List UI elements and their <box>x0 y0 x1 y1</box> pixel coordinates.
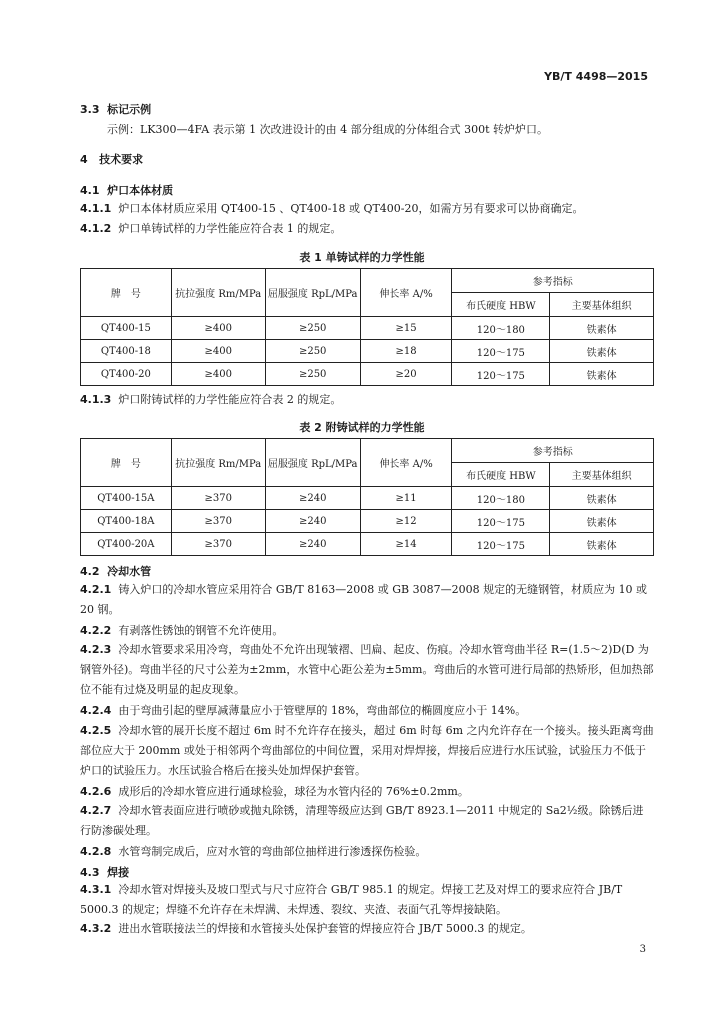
clause-4-2-6 <box>80 782 469 802</box>
cell-matrix: 铁素体 <box>550 340 654 363</box>
section-title: 标记示例 <box>107 103 152 116</box>
clause-text: 炉口本体材质应采用 QT400-15 、QT400-18 或 QT400-20，如需方另有要求可以协商确定。 <box>118 202 584 215</box>
clause-text: 由于弯曲引起的壁厚减薄量应小于管壁厚的 18%，弯曲部位的椭圆度应小于 14%。 <box>118 704 527 717</box>
clause-text: 成形后的冷却水管应进行通球检验，球径为水管内径的 76%±0.2mm。 <box>118 785 469 798</box>
header-matrix: 主要基体组织 <box>550 463 654 487</box>
cell-grade: QT400-15 <box>81 317 172 340</box>
section-4-1-heading <box>80 182 173 198</box>
table-row <box>81 340 654 363</box>
cell-yield: ≥250 <box>265 317 360 340</box>
clause-text: 铸入炉口的冷却水管应采用符合 GB/T 8163—2008 或 GB 3087—2008 规定的无缝钢管，材质应为 10 或 20 钢。 <box>80 583 648 616</box>
clause-text: 有剥落性锈蚀的钢管不允许使用。 <box>118 624 284 637</box>
clause-text: 冷却水管对焊接头及坡口型式与尺寸应符合 GB/T 985.1 的规定。焊接工艺及对焊工的要求应符合 JB/T 5000.3 的规定；焊缝不允许存在未焊满、未焊透、裂纹、夹渣、表面气孔等焊接缺陷。 <box>80 883 623 916</box>
table-2 <box>80 438 654 556</box>
cell-elongation: ≥18 <box>360 340 452 363</box>
clause-4-2-5 <box>80 721 654 781</box>
table-1 <box>80 268 654 386</box>
clause-text: 冷却水管表面应进行喷砂或抛丸除锈，清理等级应达到 GB/T 8923.1—2011 中规定的 Sa2½级。除锈后进行防渗碳处理。 <box>80 804 644 837</box>
header-yield: 屈服强度 RpL/MPa <box>265 269 360 317</box>
cell-grade: QT400-20 <box>81 363 172 386</box>
cell-elongation: ≥11 <box>360 487 452 510</box>
section-title: 技术要求 <box>99 153 144 166</box>
table-row <box>81 363 654 386</box>
header-reference: 参考指标 <box>452 439 654 463</box>
cell-yield: ≥240 <box>265 533 360 556</box>
section-number: 4 <box>80 153 88 166</box>
section-title: 焊接 <box>107 866 130 879</box>
clause-text: 炉口附铸试样的力学性能应符合表 2 的规定。 <box>118 393 342 406</box>
cell-matrix: 铁素体 <box>550 317 654 340</box>
table-row <box>81 533 654 556</box>
table-2-caption: 表 2 附铸试样的力学性能 <box>299 421 425 434</box>
cell-yield: ≥240 <box>265 510 360 533</box>
clause-4-2-1 <box>80 580 654 620</box>
clause-text: 冷却水管的展开长度不超过 6m 时不允许存在接头，超过 6m 时每 6m 之内允许存在一个接头。接头距离弯曲部位应大于 200mm 或处于相邻两个弯曲部位的中间位置，采用对焊焊接，焊接后应进行水压试验，试验压力不低于炉口的试验压力。水压试验合格后在接头处加焊保护套管。 <box>80 724 654 777</box>
header-elongation: 伸长率 A/% <box>360 269 452 317</box>
clause-number: 4.2.7 <box>80 804 112 817</box>
cell-elongation: ≥20 <box>360 363 452 386</box>
example-text: 示例：LK300—4FA 表示第 1 次改进设计的由 4 部分组成的分体组合式 300t 转炉炉口。 <box>107 123 549 136</box>
header-reference: 参考指标 <box>452 269 654 293</box>
cell-tensile: ≥370 <box>171 510 265 533</box>
cell-matrix: 铁素体 <box>550 487 654 510</box>
header-hardness: 布氏硬度 HBW <box>452 293 550 317</box>
clause-4-2-3 <box>80 640 654 700</box>
cell-matrix: 铁素体 <box>550 363 654 386</box>
clause-4-3-1 <box>80 880 654 920</box>
cell-elongation: ≥12 <box>360 510 452 533</box>
clause-4-3-2 <box>80 919 532 939</box>
header-matrix: 主要基体组织 <box>550 293 654 317</box>
cell-grade: QT400-20A <box>81 533 172 556</box>
clause-4-2-2 <box>80 621 283 641</box>
section-4-heading <box>80 151 143 167</box>
section-4-3-heading <box>80 864 129 880</box>
table-1-caption: 表 1 单铸试样的力学性能 <box>299 251 425 264</box>
clause-text: 冷却水管要求采用冷弯，弯曲处不允许出现皱褶、凹扁、起皮、伤痕。冷却水管弯曲半径 R=(1.5～2)D(D 为钢管外径)。弯曲半径的尺寸公差为±2mm，水管中心距公差为±5mm。弯曲后的水管可进行局部的热矫形，但加热部位不能有过烧及明显的起皮现象。 <box>80 643 654 696</box>
clause-text: 水管弯制完成后，应对水管的弯曲部位抽样进行渗透探伤检验。 <box>118 845 427 858</box>
cell-tensile: ≥400 <box>171 317 265 340</box>
cell-yield: ≥240 <box>265 487 360 510</box>
cell-elongation: ≥14 <box>360 533 452 556</box>
cell-hardness: 120～180 <box>452 487 550 510</box>
header-hardness: 布氏硬度 HBW <box>452 463 550 487</box>
clause-number: 4.2.8 <box>80 845 112 858</box>
header-tensile: 抗拉强度 Rm/MPa <box>171 269 265 317</box>
clause-number: 4.2.1 <box>80 583 112 596</box>
cell-tensile: ≥400 <box>171 363 265 386</box>
clause-number: 4.1.3 <box>80 393 112 406</box>
section-title: 冷却水管 <box>107 565 152 578</box>
clause-4-1-1 <box>80 199 584 219</box>
cell-grade: QT400-18A <box>81 510 172 533</box>
clause-4-2-7 <box>80 801 654 841</box>
section-number: 4.3 <box>80 866 100 879</box>
cell-tensile: ≥400 <box>171 340 265 363</box>
clause-4-2-4 <box>80 701 526 721</box>
clause-4-1-3 <box>80 390 341 410</box>
cell-hardness: 120～180 <box>452 317 550 340</box>
clause-number: 4.2.3 <box>80 643 112 656</box>
section-number: 4.1 <box>80 184 100 197</box>
section-title: 炉口本体材质 <box>107 184 174 197</box>
header-grade: 牌 号 <box>81 269 172 317</box>
cell-hardness: 120～175 <box>452 340 550 363</box>
cell-elongation: ≥15 <box>360 317 452 340</box>
table-row <box>81 317 654 340</box>
clause-text: 进出水管联接法兰的焊接和水管接头处保护套管的焊接应符合 JB/T 5000.3 的规定。 <box>118 922 532 935</box>
section-3-3-heading <box>80 101 151 117</box>
standard-code: YB/T 4498—2015 <box>544 70 648 83</box>
clause-4-2-8 <box>80 842 426 862</box>
cell-hardness: 120～175 <box>452 533 550 556</box>
section-4-2-heading <box>80 563 151 579</box>
table-row <box>81 487 654 510</box>
cell-grade: QT400-15A <box>81 487 172 510</box>
clause-4-1-2 <box>80 219 341 239</box>
clause-number: 4.3.1 <box>80 883 112 896</box>
section-number: 3.3 <box>80 103 100 116</box>
clause-number: 4.1.1 <box>80 202 112 215</box>
clause-number: 4.2.5 <box>80 724 112 737</box>
cell-yield: ≥250 <box>265 363 360 386</box>
header-yield: 屈服强度 RpL/MPa <box>265 439 360 487</box>
header-elongation: 伸长率 A/% <box>360 439 452 487</box>
table-row <box>81 510 654 533</box>
cell-hardness: 120～175 <box>452 510 550 533</box>
cell-grade: QT400-18 <box>81 340 172 363</box>
page-number: 3 <box>639 944 646 955</box>
cell-hardness: 120～175 <box>452 363 550 386</box>
cell-tensile: ≥370 <box>171 487 265 510</box>
clause-number: 4.2.2 <box>80 624 112 637</box>
section-number: 4.2 <box>80 565 100 578</box>
clause-number: 4.1.2 <box>80 222 112 235</box>
clause-number: 4.2.6 <box>80 785 112 798</box>
cell-tensile: ≥370 <box>171 533 265 556</box>
cell-yield: ≥250 <box>265 340 360 363</box>
cell-matrix: 铁素体 <box>550 510 654 533</box>
header-grade: 牌 号 <box>81 439 172 487</box>
header-tensile: 抗拉强度 Rm/MPa <box>171 439 265 487</box>
clause-number: 4.3.2 <box>80 922 112 935</box>
clause-number: 4.2.4 <box>80 704 112 717</box>
clause-text: 炉口单铸试样的力学性能应符合表 1 的规定。 <box>118 222 342 235</box>
cell-matrix: 铁素体 <box>550 533 654 556</box>
